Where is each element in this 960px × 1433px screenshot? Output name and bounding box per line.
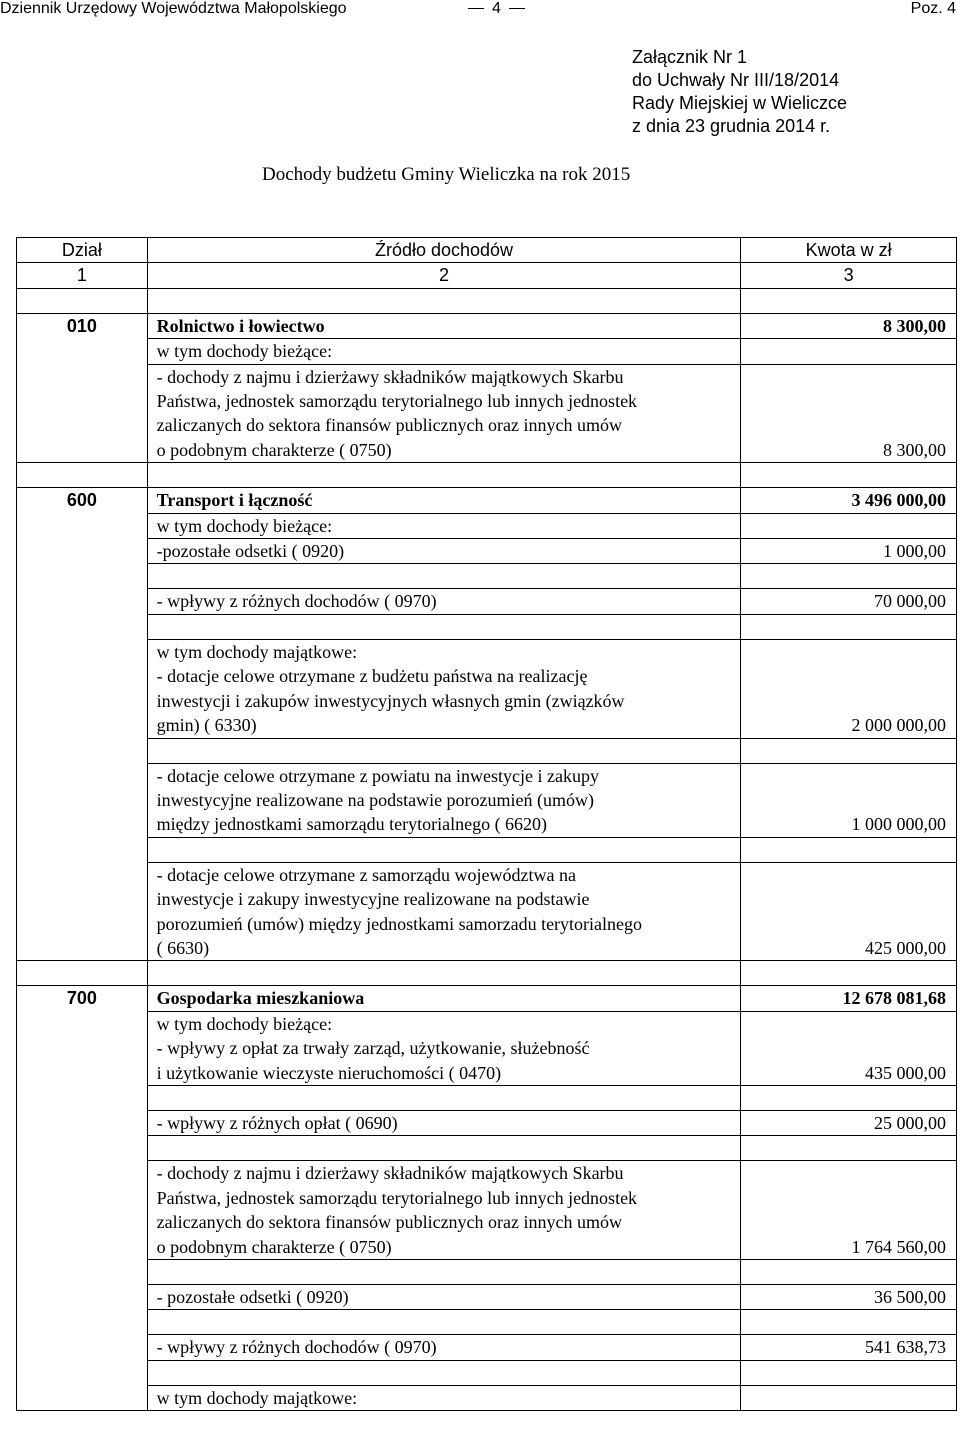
annex-line: Rady Miejskiej w Wieliczce <box>632 93 848 113</box>
section-header-row <box>17 313 957 338</box>
item-text-line: gmin) ( 6330) <box>156 715 257 736</box>
dzial-code: 600 <box>17 488 148 961</box>
item-text-line: o podobnym charakterze ( 0750) <box>156 1236 392 1257</box>
section-name: Gospodarka mieszkaniowa <box>156 988 365 1009</box>
item-text-line: ( 6630) <box>156 937 210 958</box>
item-text-line: porozumień (umów) między jednostkami samorzadu terytorialnego <box>156 913 643 934</box>
item-amount: 1 764 560,00 <box>741 1161 957 1260</box>
item-text-line: inwestycje i zakupy inwestycyjne realizowane na podstawie <box>156 889 590 910</box>
item-separator-row <box>17 1085 957 1110</box>
item-description <box>147 1285 741 1310</box>
item-description <box>147 763 741 837</box>
item-row <box>17 589 957 614</box>
item-separator-row <box>17 564 957 589</box>
spacer-cell <box>147 1310 741 1335</box>
item-description <box>147 1110 741 1135</box>
item-text-line: - pozostałe odsetki ( 0920) <box>156 1287 349 1307</box>
item-text-line: - wpływy z różnych opłat ( 0690) <box>156 1112 398 1133</box>
section-name: Rolnictwo i łowiectwo <box>156 315 325 336</box>
item-text-line: w tym dochody bieżące: <box>156 341 333 362</box>
section-name-cell <box>147 488 741 513</box>
item-description <box>147 1161 741 1260</box>
item-description <box>147 1011 741 1085</box>
item-separator-row <box>17 614 957 639</box>
section-header-row <box>17 488 957 513</box>
item-amount: 25 000,00 <box>741 1110 957 1135</box>
item-text-line: Państwa, jednostek samorządu terytorialnego lub innych jednostek <box>156 391 638 412</box>
annex-line: Załącznik Nr 1 <box>632 47 748 67</box>
annex-line: do Uchwały Nr III/18/2014 <box>632 70 840 90</box>
spacer-cell <box>741 1360 957 1385</box>
item-amount: 1 000,00 <box>741 539 957 564</box>
column-header-amount: Kwota w zł <box>741 238 957 263</box>
spacer-cell <box>741 614 957 639</box>
spacer-cell <box>741 1310 957 1335</box>
spacer-cell <box>17 961 148 986</box>
item-text-line: między jednostkami samorządu terytorialnego ( 6620) <box>156 814 548 835</box>
item-amount <box>741 339 957 364</box>
spacer-cell <box>741 463 957 488</box>
item-row <box>17 639 957 738</box>
spacer-cell <box>741 564 957 589</box>
section-total: 8 300,00 <box>741 313 957 338</box>
item-description <box>147 862 741 961</box>
item-amount: 541 638,73 <box>741 1335 957 1360</box>
spacer-cell <box>147 961 741 986</box>
item-text-line: - wpływy z różnych dochodów ( 0970) <box>156 591 437 612</box>
item-row <box>17 364 957 463</box>
item-description <box>147 1335 741 1360</box>
spacer-cell <box>17 463 148 488</box>
item-row <box>17 763 957 837</box>
item-amount <box>741 1385 957 1410</box>
spacer-row <box>17 463 957 488</box>
column-number: 1 <box>17 263 148 288</box>
item-amount: 435 000,00 <box>741 1011 957 1085</box>
item-row <box>17 339 957 364</box>
item-text-line: - wpływy z opłat za trwały zarząd, użytkowanie, służebność <box>156 1038 590 1059</box>
item-description <box>147 639 741 738</box>
spacer-row <box>17 961 957 986</box>
revenue-table <box>16 237 957 1411</box>
item-amount: 425 000,00 <box>741 862 957 961</box>
spacer-cell <box>147 1085 741 1110</box>
page-title: Dochody budżetu Gminy Wieliczka na rok 2015 <box>262 164 631 185</box>
item-row <box>17 862 957 961</box>
item-text-line: zaliczanych do sektora finansów publicznych oraz innych umów <box>156 415 623 436</box>
spacer-cell <box>147 614 741 639</box>
item-separator-row <box>17 1360 957 1385</box>
spacer-cell <box>741 961 957 986</box>
item-row <box>17 1285 957 1310</box>
item-separator-row <box>17 837 957 862</box>
item-text-line: w tym dochody bieżące: <box>156 1013 333 1034</box>
spacer-cell <box>147 1136 741 1161</box>
item-amount: 70 000,00 <box>741 589 957 614</box>
item-row <box>17 513 957 538</box>
item-text-line: Państwa, jednostek samorządu terytorialnego lub innych jednostek <box>156 1187 638 1208</box>
column-header-source: Źródło dochodów <box>147 238 741 263</box>
item-text-line: o podobnym charakterze ( 0750) <box>156 439 392 460</box>
column-number: 2 <box>147 263 741 288</box>
annex-line: z dnia 23 grudnia 2014 r. <box>632 116 831 136</box>
spacer-cell <box>147 1360 741 1385</box>
column-header-dzial: Dział <box>17 238 148 263</box>
item-text-line: zaliczanych do sektora finansów publicznych oraz innych umów <box>156 1212 623 1233</box>
item-row <box>17 1161 957 1260</box>
spacer-cell <box>741 288 957 313</box>
spacer-cell <box>741 738 957 763</box>
spacer-cell <box>741 1085 957 1110</box>
item-text-line: inwestycji i zakupów inwestycyjnych własnych gmin (związków <box>156 690 625 711</box>
spacer-cell <box>147 564 741 589</box>
spacer-cell <box>147 1260 741 1285</box>
item-text-line: w tym dochody majątkowe: <box>156 1387 358 1408</box>
dzial-code: 700 <box>17 986 148 1411</box>
item-row <box>17 539 957 564</box>
spacer-cell <box>741 1260 957 1285</box>
item-text-line: - dotacje celowe otrzymane z samorządu województwa na <box>156 864 576 885</box>
item-text-line: w tym dochody majątkowe: <box>156 641 358 662</box>
item-amount: 36 500,00 <box>741 1285 957 1310</box>
item-description <box>147 339 741 364</box>
item-text-line: -pozostałe odsetki ( 0920) <box>156 541 345 562</box>
item-text-line: - dochody z najmu i dzierżawy składników majątkowych Skarbu <box>156 366 624 387</box>
column-number: 3 <box>741 263 957 288</box>
spacer-cell <box>147 463 741 488</box>
position-number: Poz. 4 <box>910 0 956 17</box>
section-header-row <box>17 986 957 1011</box>
item-text-line: - dochody z najmu i dzierżawy składników majątkowych Skarbu <box>156 1163 624 1184</box>
item-description <box>147 364 741 463</box>
item-amount: 2 000 000,00 <box>741 639 957 738</box>
item-text-line: - dotacje celowe otrzymane z powiatu na inwestycje i zakupy <box>156 765 599 786</box>
spacer-cell <box>741 837 957 862</box>
item-row <box>17 1110 957 1135</box>
item-row <box>17 1385 957 1410</box>
dzial-code: 010 <box>17 313 148 462</box>
spacer-row <box>17 288 957 313</box>
spacer-cell <box>147 837 741 862</box>
item-separator-row <box>17 1136 957 1161</box>
table-column-number-row <box>17 263 957 288</box>
section-name: Transport i łączność <box>156 490 313 511</box>
item-description <box>147 539 741 564</box>
item-text-line: inwestycyjne realizowane na podstawie porozumień (umów) <box>156 789 595 810</box>
item-separator-row <box>17 1310 957 1335</box>
item-text-line: - wpływy z różnych dochodów ( 0970) <box>156 1337 437 1358</box>
spacer-cell <box>741 1136 957 1161</box>
item-description <box>147 513 741 538</box>
section-total: 3 496 000,00 <box>741 488 957 513</box>
item-row <box>17 1335 957 1360</box>
spacer-cell <box>17 288 148 313</box>
item-amount: 1 000 000,00 <box>741 763 957 837</box>
journal-title: Dziennik Urzędowy Województwa Małopolskiego <box>0 0 347 17</box>
item-separator-row <box>17 738 957 763</box>
item-description <box>147 589 741 614</box>
item-amount <box>741 513 957 538</box>
section-total: 12 678 081,68 <box>741 986 957 1011</box>
section-name-cell <box>147 986 741 1011</box>
item-row <box>17 1011 957 1085</box>
page-number: 4 <box>460 0 533 18</box>
item-text-line: w tym dochody bieżące: <box>156 515 333 536</box>
item-amount: 8 300,00 <box>741 364 957 463</box>
item-text-line: i użytkowanie wieczyste nieruchomości ( 0470) <box>156 1062 502 1083</box>
item-description <box>147 1385 741 1410</box>
section-name-cell <box>147 313 741 338</box>
spacer-cell <box>147 288 741 313</box>
item-text-line: - dotacje celowe otrzymane z budżetu państwa na realizację <box>156 666 588 687</box>
annex-block <box>632 46 847 138</box>
table-header-row <box>17 238 957 263</box>
item-separator-row <box>17 1260 957 1285</box>
spacer-cell <box>147 738 741 763</box>
